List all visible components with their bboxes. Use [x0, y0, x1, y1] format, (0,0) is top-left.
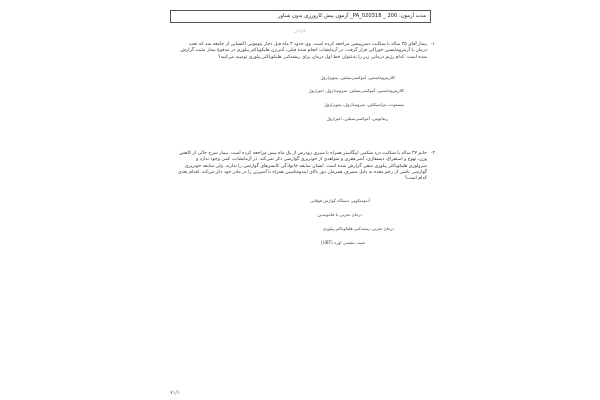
option-2[interactable]: کلاریترومایسین، آموکسی‌سیلین، مترونیدازول، امپرازول	[308, 88, 404, 93]
option-4[interactable]: ریفابوتین، آموکسی‌سیلین، امپرازول	[326, 116, 388, 121]
option-3[interactable]: درمان تجربی ریشه‌کنی هلیکوباکتر پیلوری	[322, 226, 394, 231]
candidate-name: نام‌تان	[293, 28, 307, 34]
option-3[interactable]: بیسموت، تتراسیکلین، مترونیدازول، پنتوپرازول	[324, 102, 404, 107]
question-1	[177, 42, 435, 61]
option-4[interactable]: تست تنفسی اوره (UBT)	[321, 240, 365, 245]
question-text: بیمار آقای ۳۵ ساله با شکایت دیس‌پپسی مراجعه کرده است. وی حدود ۳ ماه قبل دچار پنومونی اکتسابی از جامعه شد که تحت درمان با آزیترومایسین خوراکی قرار گرفت. در آزمایشات انجام شده قبلی، آنتی‌ژن هلیکوباکتر پیلوری در مدفوع بیمار مثبت گزارش شده است. کدام رژیم درمانی زیر را به‌عنوان خط اول درمان برای ریشه‌کنی هلیکوباکتر پیلوری توصیه می‌کنید؟	[180, 42, 427, 60]
question-text: خانم ۳۷ ساله با شکایت درد شکمی اپیگاستر همراه با سیری زودرس از یک ماه پیش مراجعه کرده است. بیمار شرح حالی از کاهش وزن، تهوع و استفراغ، دیسفاژی، آنمی‌فقری و شواهدی از خونریزی گوارشی ذکر نمی‌کند. در آزمایشات، کمی وجود ندارد و سرولوژی هلیکوباکتر پیلوری منفی گزارش شده است. ایشان سابقه خانوادگی کانسرهای گوارشی را ندارند. ولی سابقه خونریزی گوارشی ناشی از زخم معده به دلیل مصرف همزمان دوز بالای ایندومتاسین همراه با آسپرین را در مادر خود ذکر می‌کند. اقدام بعدی کدام است؟	[178, 151, 427, 182]
option-1[interactable]: کلاریترومایسین، آموکسی‌سیلین، پنتوپرازول	[320, 75, 395, 80]
question-2	[177, 151, 435, 182]
exam-header	[170, 10, 431, 23]
option-1[interactable]: آندوسکوپی دستگاه گوارش فوقانی	[309, 198, 370, 203]
question-number: ۱-	[430, 42, 435, 47]
page-number: ۷۱/۱	[170, 390, 180, 396]
question-number: ۲-	[430, 151, 435, 156]
exam-title: مدت آزمون: 200 _ PA_020318_ آزمون پیش کارورزی بدون شناور	[277, 13, 426, 19]
option-2[interactable]: درمان تجربی با فاموتیدین	[317, 212, 362, 217]
